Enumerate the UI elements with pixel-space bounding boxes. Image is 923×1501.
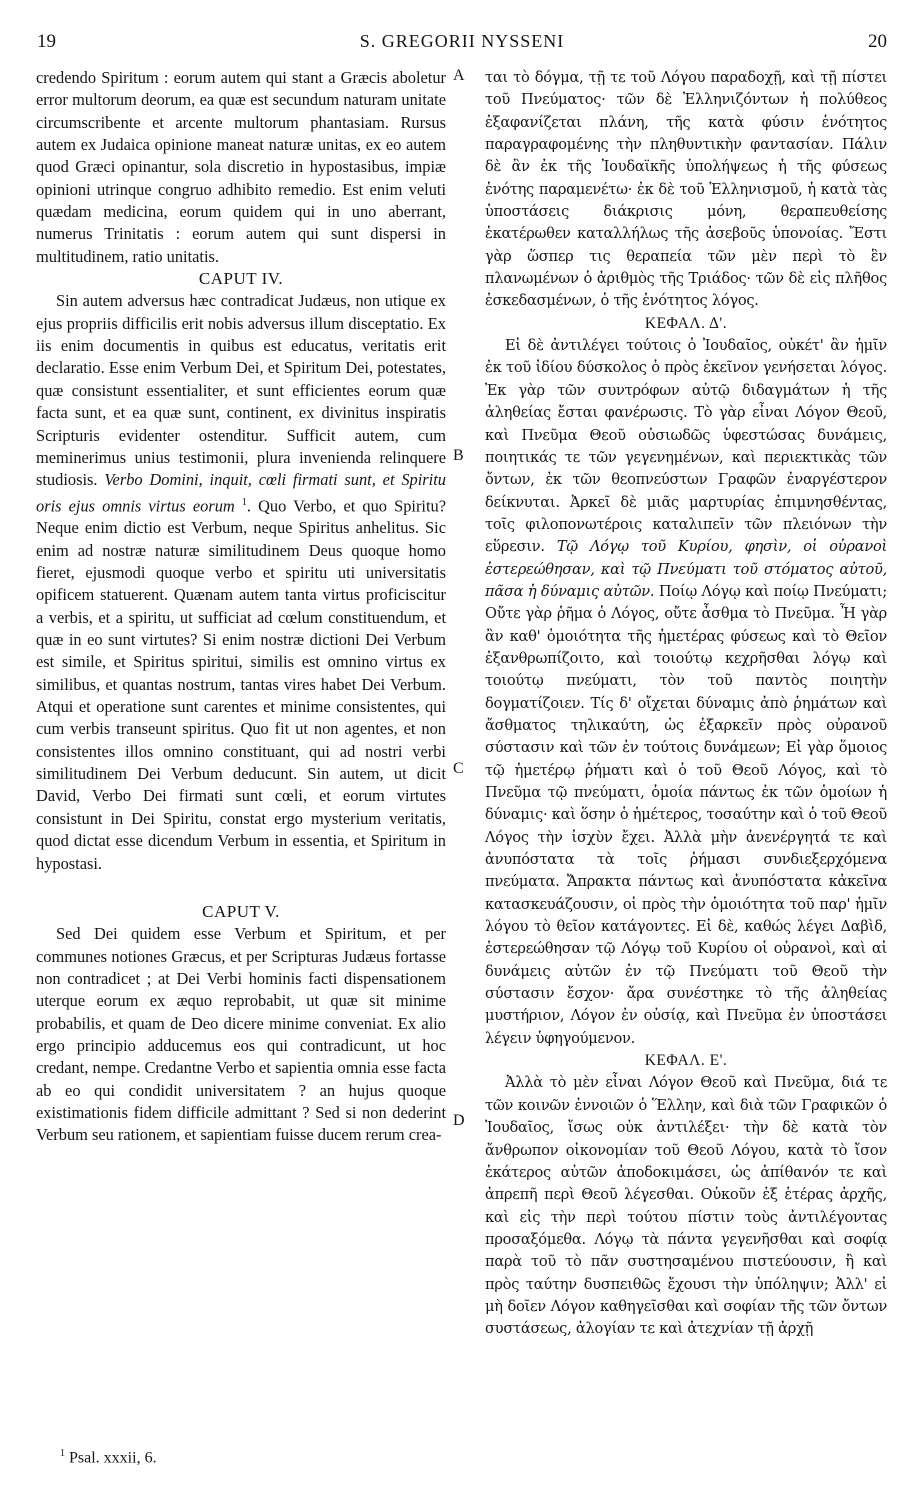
greek-paragraph-1: ται τὸ δόγμα, τῇ τε τοῦ Λόγου παραδοχῇ, καὶ τῇ πίστει τοῦ Πνεύματος· τῶν δὲ Ἑλληνιζόντων ἡ πολύθεος ἐξαφανίζεται πλάνη, τῆς κατὰ φύσιν ἑνότητος παραγραφομένης τὴν πληθυντικὴν φαντασίαν. Πάλιν δὲ ἂν ἐκ τῆς Ἰουδαϊκῆς ὑπολήψεως ἡ τῆς φύσεως ἑνότης παραμενέτω· ἐκ δὲ τοῦ Ἑλληνισμοῦ, ἡ κατὰ τὰς ὑποστάσεις διάκρισις μόνη, θεραπευθείσης ἑκατέρωθεν καταλλήλως τῆς ἀσεβοῦς ὑπονοίας. Ἔστι γὰρ ὥσπερ τις θεραπεία τῶν μὲν περὶ τὸ ἓν πλανωμένων ὁ ἀριθμὸς τῆς Τριάδος· τῶν δὲ εἰς πλῆθος ἐσκεδασμένων, ὁ τῆς ἑνότητος λόγος. [485,69,887,310]
latin-paragraph-2-text-a: Sin autem adversus hæc contradicat Judæus, non utique ex ejus propriis difficilis erit nobis adversus illum disceptatio. Ex iis enim documentis in quibus est educatus, veritatis erit declaratio. Esse enim Verbum Dei, et Spiritum Dei, potestates, quæ consistunt essentialiter, et sunt efficientes eorum quæ facta sunt, et ea quæ sunt, continent, ex divinitus inspiratis Scripturis evidenter ostenditur. Sufficit autem, cum meminerimus unius testimonii, plura invenienda relinquere studiosis. [36,291,446,490]
page-number-right: 20 [868,31,887,52]
margin-letter-d: D [453,1112,465,1129]
running-title: S. GREGORII NYSSENI [359,31,565,51]
greek-column [485,67,887,1341]
footnote [60,1448,157,1467]
greek-paragraph-2-text-a: Εἰ δὲ ἀντιλέγει τούτοις ὁ Ἰουδαῖος, οὐκέτ' ἂν ἡμῖν ἐκ τοῦ ἰδίου δύσκολος ὁ πρὸς ἐκεῖνον γενήσεται λόγος. Ἐκ γὰρ τῶν συντρόφων αὐτῷ διδαγμάτων ἡ τῆς ἀληθείας ἔσται φανέρωσις. Τὸ γὰρ εἶναι Λόγον Θεοῦ, καὶ Πνεῦμα Θεοῦ οὐσιωδῶς ὑφεστώσας δυνάμεις, ποιητικάς τε τῶν γεγενημένων, καὶ περιεκτικὰς τῶν ὄντων, ἐκ τῶν θεοπνεύστων Γραφῶν ἐναργέστερον δείκνυται. Ἀρκεῖ δὲ μιᾶς μαρτυρίας ἐπιμνησθέντας, τοῖς φιλοπονωτέροις καταλιπεῖν τῶν πλειόνων τὴν εὕρεσιν. [485,337,887,556]
latin-paragraph-2-text-b: . Quo Verbo, et quo Spiritu? Neque enim dictio est Verbum, neque Spiritus anhelitus. Sic enim ad nostræ naturæ similitudinem Deus quoque homo fieret, ejusmodi quoque verbo et spiritu uti universitatis opificem statuerent. Quænam autem tanta virtus proficiscitur a verbis, et a spiritu, ut sufficiat ad cœlum constituendum, et quæ in eo sunt virtutes? Si enim nostræ dictioni Dei Verbum est simile, et Spiritus spiritui, similis est omnino virtus ex similibus, et quantas nostrum, tantas vires habet Dei Verbum. Atqui et operatione sunt carentes et minime consistentes, qui cum verbis transeunt spiritus. Quo fit ut non agentes, et non consistentes illos omnino constituant, qui ad nostri verbi similitudinem Dei Verbum deducunt. Sin autem, ut dicit David, Verbo Dei firmati sunt cœli, et eorum virtutes consistunt in Dei Spiritu, constat ergo mysterium veritatis, quod dictat esse dicendum Verbum in essentia, et Spiritum in hypostasi. [36,496,446,873]
greek-chapter-heading-4: ΚΕΦΑΛ. Δ'. [644,314,728,332]
margin-letter-a: A [453,67,465,84]
latin-paragraph-3: Sed Dei quidem esse Verbum et Spiritum, et per communes notiones Græcus, et per Scripturas Judæus fortasse non contradicet ; at Dei Verbi hominis facti dispensationem uterque eorum ex æquo reprobabit, ut quæ sit minime probabilis, et quam de Deo dicere minime conveniat. Ex alio ergo principio adducemus eos qui contradicunt, ut hoc credant, nempe. Credantne Verbo et sapientia omnia esse facta ab eo qui condidit universitatem ? an hujus quoque existimationis fidem difficile admittant ? Sed si non dederint Verbum seu rationem, et sapientiam fuisse ducem rerum crea- [36,924,446,1145]
latin-chapter-heading-5: CAPUT V. [202,901,280,921]
greek-paragraph-2-text-b: Ποίῳ Λόγῳ καὶ ποίῳ Πνεύματι; Οὔτε γὰρ ῥῆμα ὁ Λόγος, οὔτε ἆσθμα τὸ Πνεῦμα. Ἦ γὰρ ἂν καθ' ὁμοιότητα τῆς ἡμετέρας φύσεως καὶ τὸ Θεῖον ἐξανθρωπίζοιτο, καὶ τοιούτῳ κεχρῆσθαι λόγῳ καὶ τοιούτῳ πνεύματι, τὸν τοῦ παντὸς ποιητὴν δογματίζοιεν. Τίς δ' οἴχεται δύναμις ἀπὸ ῥημάτων καὶ ἄσθματος τηλικαύτη, ὡς ἐξαρκεῖν πρὸς οὐρανοῦ σύστασιν καὶ τῶν ἐν τούτοις δυνάμεων; Εἰ γὰρ ὅμοιος τῷ ἡμετέρῳ ῥήματι καὶ ὁ τοῦ Θεοῦ Λόγος, καὶ τὸ Πνεῦμα τῷ πνεύματι, ὁμοία πάντως ἐκ τῶν ὁμοίων ἡ δύναμις· καὶ ὅσην ὁ ἡμέτερος, τοσαύτην καὶ ὁ τοῦ Θεοῦ Λόγος τὴν ἰσχὺν ἔχει. Ἀλλὰ μὴν ἀνενέργητά τε καὶ ἀνυπόστατα τὰ τοῖς ῥήμασι συνδιεξερχόμενα πνεύματα. Ἄπρακτα πάντως καὶ ἀνυπόστατα κἀκεῖνα κατασκευάζουσιν, οἱ πρὸς τὴν ὁμοιότητα τοῦ παρ' ἡμῖν λόγου τὸ θεῖον κατάγοντες. Εἰ δὲ, καθώς λέγει Δαβὶδ, ἐστερεώθησαν τῷ Λόγῳ τοῦ Κυρίου οἱ οὐρανοὶ, καὶ αἱ δυνάμεις αὐτῶν ἐν τῷ Πνεύματι τοῦ Θεοῦ τὴν σύστασιν ἔσχον· ἄρα συνέστηκε τὸ τῆς ἀληθείας μυστήριον, Λόγον ἐν οὐσίᾳ, καὶ Πνεῦμα ἐν ὑποστάσει λέγειν ὑφηγούμενον. [485,582,888,1047]
greek-chapter-heading-5: ΚΕΦΑΛ. Ε'. [644,1052,728,1070]
margin-letter-c: C [453,760,464,777]
latin-column [36,67,446,1147]
latin-spacer [36,875,446,901]
footnote-text: Psal. xxxii, 6. [69,1449,157,1467]
page-number-left: 19 [37,31,56,52]
footnote-reference: 1 [241,496,247,508]
latin-paragraph-1: credendo Spiritum : eorum autem qui stant a Græcis aboletur error multorum deorum, ea quæ est secundum naturam unitate circumscribente et arcente multorum phantasiam. Rursus autem ex Judaica opinione maneat naturæ unitas, ex eo autem quod Græci opinantur, sola discretio in hypostasibus, impiæ opinioni utrinque congruo adhibito remedio. Est enim veluti quædam medicina, eorum quidem qui in uno aberrant, numerus Trinitatis : eorum autem qui sunt dispersi in multitudinem, ratio unitatis. [36,68,446,266]
greek-paragraph-2 [485,335,887,1050]
running-header [37,31,887,55]
latin-chapter-heading-4: CAPUT IV. [198,269,284,289]
greek-paragraph-3: Ἀλλὰ τὸ μὲν εἶναι Λόγον Θεοῦ καὶ Πνεῦμα, διά τε τῶν κοινῶν ἐννοιῶν ὁ Ἕλλην, καὶ διὰ τῶν Γραφικῶν ὁ Ἰουδαῖος, ἴσως οὐκ ἀντιλέξει· τὴν δὲ κατὰ τὸν ἄνθρωπον οἰκονομίαν τοῦ Θεοῦ Λόγου, κατὰ τὸ ἴσον ἑκάτερος αὐτῶν ἀποδοκιμάσει, ὡς ἀπίθανόν τε καὶ ἀπρεπῆ περὶ Θεοῦ λέγεσθαι. Οὐκοῦν ἐξ ἑτέρας ἀρχῆς, καὶ εἰς τὴν περὶ τούτου πίστιν τοὺς ἀντιλέγοντας προσαξόμεθα. Λόγῳ τὰ πάντα γεγενῆσθαι καὶ σοφίᾳ παρὰ τοῦ τὸ πᾶν συστησαμένου πιστεύουσιν, ἢ καὶ πρὸς ταύτην δυσπειθῶς ἔχουσι τὴν ὑπόληψιν; Ἀλλ' εἰ μὴ δοῖεν Λόγον καθηγεῖσθαι καὶ σοφίαν τῆς τῶν ὄντων συστάσεως, ἀλογίαν τε καὶ ἀτεχνίαν τῇ ἀρχῇ [485,1074,887,1338]
latin-paragraph-2 [36,290,446,874]
latin-scripture-quote: Verbo Domini, inquit, cœli firmati sunt, et Spiritu oris ejus omnis virtus eorum [36,470,446,515]
greek-scripture-quote: Τῷ Λόγῳ τοῦ Κυρίου, φησὶν, οἱ οὐρανοὶ ἐστερεώθησαν, καὶ τῷ Πνεύματι τοῦ στόματος αὐτοῦ, πᾶσα ἡ δύναμις αὐτῶν. [485,538,887,600]
margin-letter-b: B [453,447,464,464]
footnote-mark: 1 [60,1448,65,1459]
